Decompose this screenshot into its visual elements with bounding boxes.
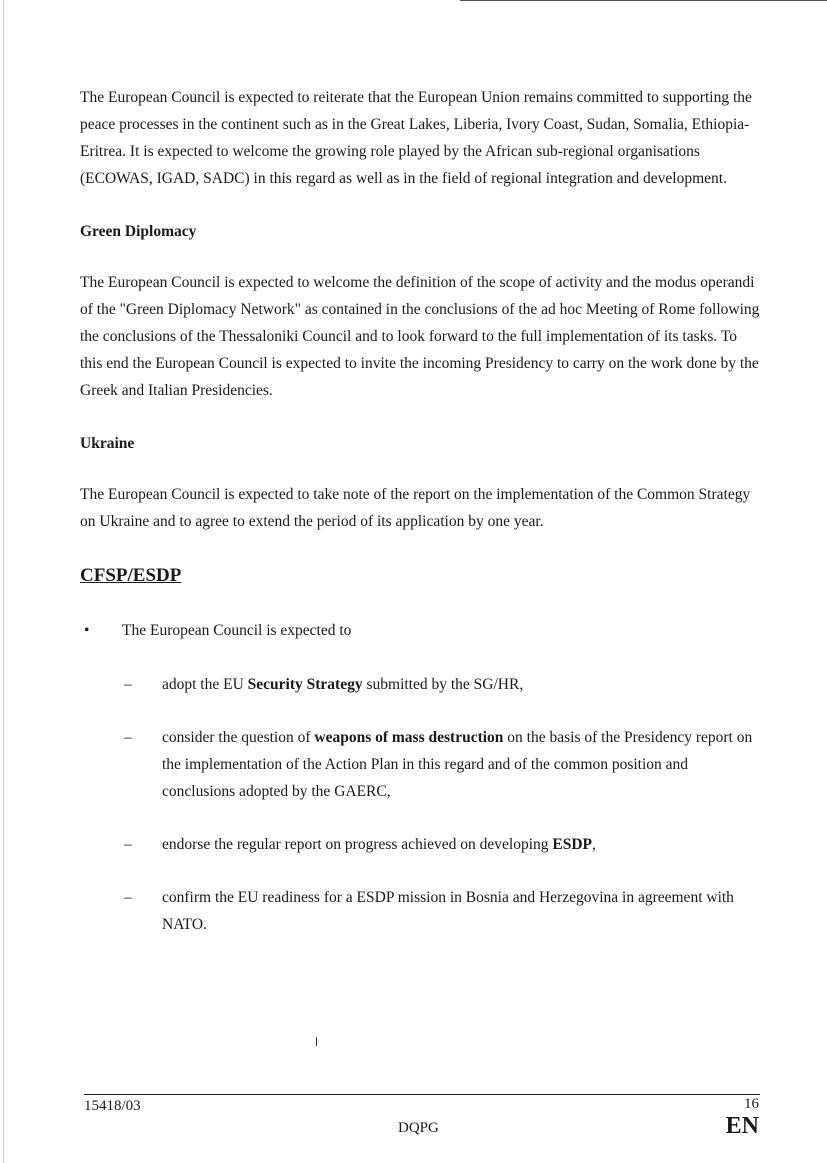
dash-icon: – [124, 729, 132, 746]
dash-item-weapons [80, 724, 760, 805]
section-heading-cfsp-esdp: CFSP/ESDP [80, 565, 182, 586]
item-text-end: submitted by the SG/HR, [362, 676, 524, 693]
item-emphasis: weapons of mass destruction [314, 729, 504, 746]
paragraph-africa: The European Council is expected to reiterate that the European Union remains committed to supporting the peace processes in the continent such as in the Great Lakes, Liberia, Ivory Coast, Sudan, Somalia, Ethiopia-Eritrea. It is expected to welcome the growing role played by the African sub-regional organisations (ECOWAS, IGAD, SADC) in this regard as well as in the field of regional integration and development. [80, 89, 752, 187]
bullet-icon: • [84, 622, 90, 639]
scan-mark [316, 1037, 317, 1046]
dash-icon: – [124, 889, 132, 906]
footer-language-code: EN [725, 1113, 759, 1139]
item-text: confirm the EU readiness for a ESDP mission in Bosnia and Herzegovina in agreement with NATO. [162, 889, 734, 933]
top-rule [460, 0, 827, 1]
item-text-end: , [592, 836, 596, 853]
dash-icon: – [124, 676, 132, 693]
heading-ukraine: Ukraine [80, 435, 135, 452]
item-emphasis: Security Strategy [247, 676, 363, 693]
heading-green-diplomacy: Green Diplomacy [80, 223, 197, 240]
paragraph-green-diplomacy: The European Council is expected to welcome the definition of the scope of activity and the modus operandi of the "Green Diplomacy Network" as contained in the conclusions of the ad hoc Meeting of Rome following the conclusions of the Thessaloniki Council and to look forward to the full implementation of its tasks. To this end the European Council is expected to invite the incoming Presidency to carry on the work done by the Greek and Italian Presidencies. [80, 274, 760, 399]
dash-item-esdp [80, 831, 760, 858]
bullet-text: The European Council is expected to [122, 622, 352, 639]
footer-rule [84, 1094, 760, 1095]
item-text-end: on the basis of the Presidency report on the implementation of the Action Plan in this regard and of the common position and conclusions adopted by the GAERC, [162, 729, 753, 800]
dash-item-security-strategy [80, 671, 760, 698]
dash-icon: – [124, 836, 132, 853]
footer-doc-ref: 15418/03 [84, 1098, 141, 1114]
item-text: consider the question of [162, 729, 315, 746]
dash-item-bosnia [80, 884, 760, 938]
item-text: adopt the EU [162, 676, 248, 693]
item-emphasis: ESDP [552, 836, 593, 853]
paragraph-ukraine: The European Council is expected to take note of the report on the implementation of the Common Strategy on Ukraine and to agree to extend the period of its application by one year. [80, 486, 751, 530]
footer-page-number: 16 [744, 1096, 759, 1112]
bullet-item [80, 617, 760, 644]
document-body [80, 84, 760, 964]
scan-left-edge [3, 0, 4, 1163]
footer-department: DQPG [398, 1120, 439, 1136]
item-text: endorse the regular report on progress achieved on developing [162, 836, 553, 853]
